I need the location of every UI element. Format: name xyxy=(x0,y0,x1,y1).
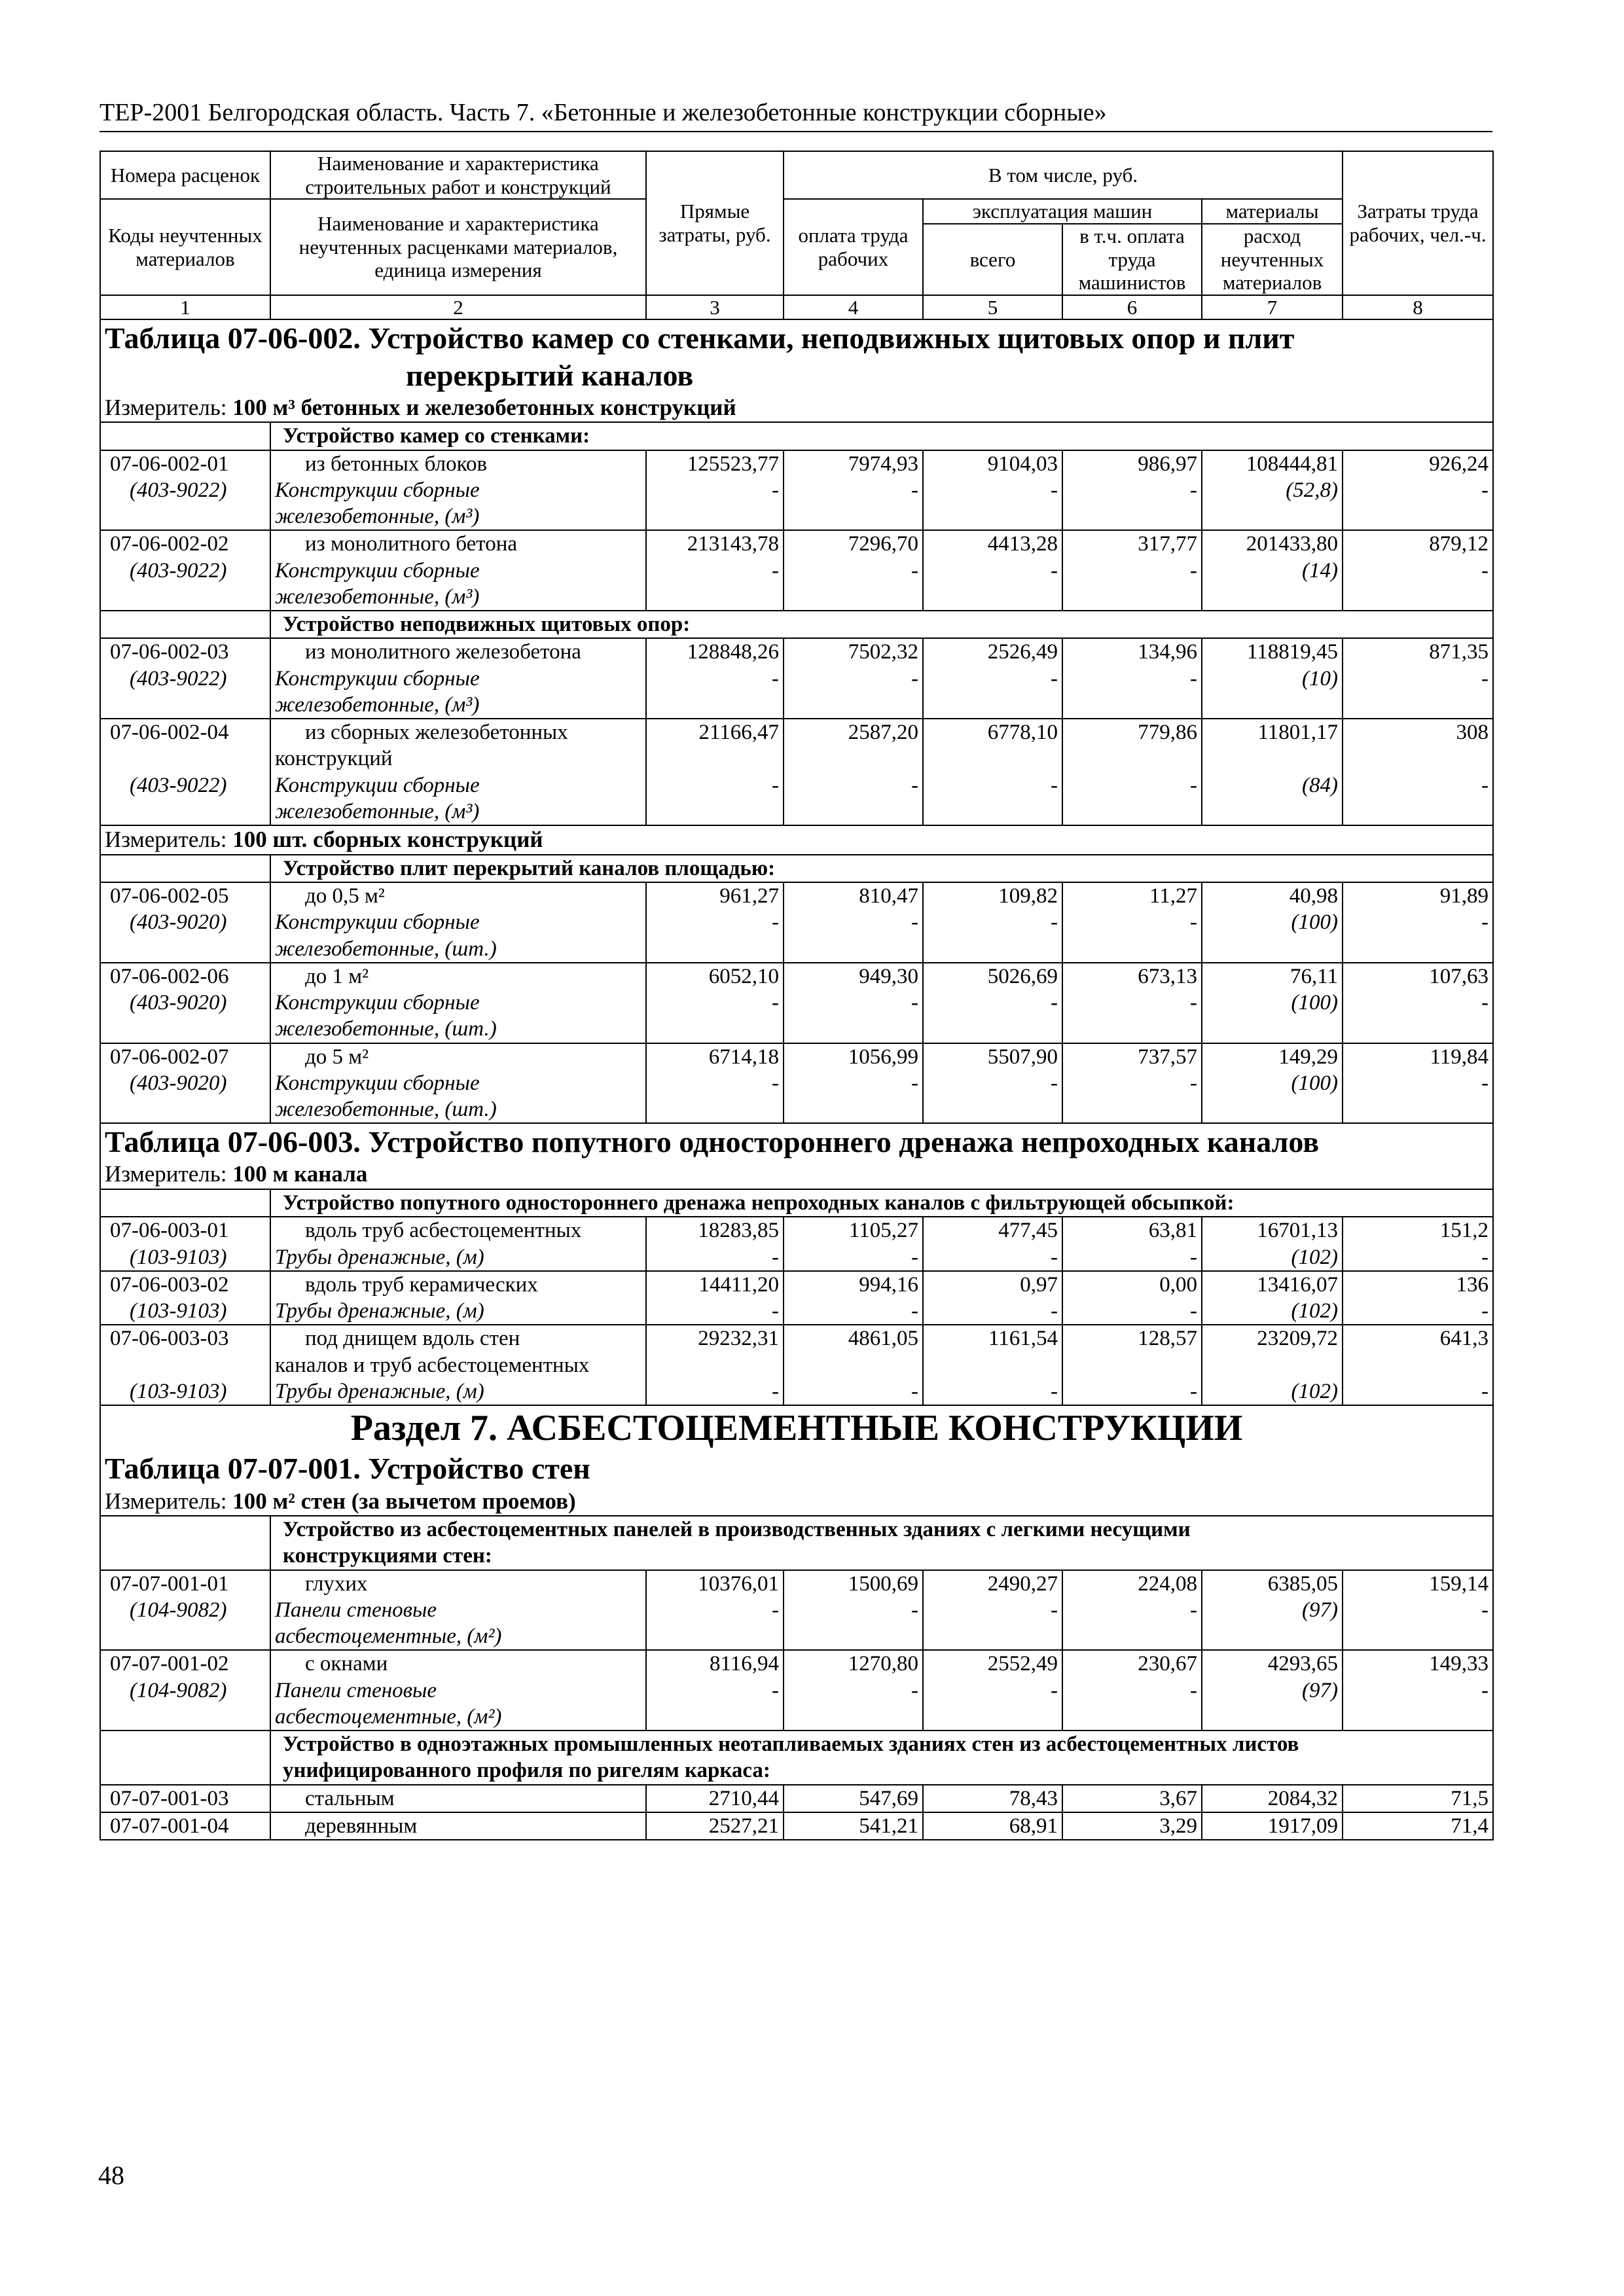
group-title: Устройство камер со стенками: xyxy=(283,424,590,448)
material-value: - xyxy=(772,910,779,935)
rate-code: 07-06-002-01 xyxy=(110,452,229,476)
material-value: - xyxy=(911,991,918,1015)
material-code: (104-9082) xyxy=(130,1598,227,1622)
material-value: - xyxy=(1051,1379,1058,1403)
colnum: 3 xyxy=(646,295,784,320)
group-title: Устройство неподвижных щитовых опор: xyxy=(283,613,691,637)
rate-value: 68,91 xyxy=(1009,1814,1058,1838)
work-name: с окнами xyxy=(305,1652,388,1676)
material-code: (403-9022) xyxy=(130,478,227,502)
material-value: - xyxy=(1051,773,1058,797)
material-value: (100) xyxy=(1291,991,1339,1015)
group-title: Устройство в одноэтажных промышленных неотапливаемых зданиях стен из асбестоцементных листов xyxy=(283,1732,1299,1757)
material-value: - xyxy=(772,773,779,797)
rate-value: 1056,99 xyxy=(848,1045,918,1069)
material-value: - xyxy=(1051,910,1058,935)
rate-value: 6385,05 xyxy=(1267,1571,1339,1596)
material-value: - xyxy=(772,991,779,1015)
measure-row xyxy=(100,1160,1493,1189)
group-title-cont: конструкциями стен: xyxy=(283,1544,492,1568)
measure-value: 100 шт. сборных конструкций xyxy=(232,827,543,853)
work-name: до 0,5 м² xyxy=(305,884,385,908)
rate-value: 3,29 xyxy=(1159,1814,1197,1838)
section-title: Раздел 7. АСБЕСТОЦЕМЕНТНЫЕ КОНСТРУКЦИИ xyxy=(350,1408,1243,1449)
material-name-cont: железобетонные, (м³) xyxy=(275,799,480,823)
material-name-cont: железобетонные, (м³) xyxy=(275,584,480,609)
material-code: (103-9103) xyxy=(130,1245,227,1269)
material-value: (52,8) xyxy=(1286,478,1339,502)
rate-row xyxy=(100,1570,1493,1651)
rate-value: 4861,05 xyxy=(848,1327,918,1351)
work-name: из сборных железобетонных xyxy=(305,721,568,745)
col6-head: в т.ч. оплата труда машинистов xyxy=(1062,224,1202,295)
material-value: - xyxy=(911,1598,918,1622)
rate-row xyxy=(100,719,1493,825)
rate-value: 2587,20 xyxy=(848,721,918,745)
table-title-row xyxy=(100,1123,1493,1160)
measure-label: Измеритель: xyxy=(105,1488,227,1514)
rate-value: 63,81 xyxy=(1148,1219,1197,1243)
group-title: Устройство плит перекрытий каналов площадью: xyxy=(283,856,776,880)
material-value: - xyxy=(911,1678,918,1702)
colnum: 6 xyxy=(1062,295,1202,320)
measure-label: Измеритель: xyxy=(105,827,227,853)
work-name: под днищем вдоль стен xyxy=(305,1327,520,1351)
material-value: - xyxy=(1481,991,1489,1015)
material-value: - xyxy=(772,1678,779,1702)
measure-value: 100 м² стен (за вычетом проемов) xyxy=(232,1488,576,1514)
material-value: - xyxy=(772,1598,779,1622)
material-value: (102) xyxy=(1291,1379,1339,1403)
material-value: - xyxy=(911,910,918,935)
rate-value: 641,3 xyxy=(1439,1327,1489,1351)
material-value: - xyxy=(772,558,779,583)
group-title: Устройство из асбестоцементных панелей в производственных зданиях с легкими несущими xyxy=(283,1518,1191,1542)
material-value: - xyxy=(1190,773,1197,797)
rate-row xyxy=(100,450,1493,531)
material-value: - xyxy=(1051,478,1058,502)
rate-value: 9104,03 xyxy=(987,452,1058,476)
rate-value: 986,97 xyxy=(1138,452,1197,476)
table-title: Таблица 07-06-003. Устройство попутного одностороннего дренажа непроходных каналов xyxy=(105,1125,1320,1159)
rate-value: 128,57 xyxy=(1138,1327,1197,1351)
rate-value: 21166,47 xyxy=(698,721,779,745)
measure-label: Измеритель: xyxy=(105,394,227,420)
rate-row xyxy=(100,1217,1493,1271)
rate-value: 128848,26 xyxy=(687,640,779,664)
material-code: (403-9020) xyxy=(130,1071,227,1095)
material-value: - xyxy=(1481,558,1489,583)
material-value: - xyxy=(1190,991,1197,1015)
col1-bottom: Коды неучтенных материалов xyxy=(100,199,270,295)
rate-value: 136 xyxy=(1456,1272,1489,1297)
material-code: (103-9103) xyxy=(130,1379,227,1403)
rate-value: 149,29 xyxy=(1278,1045,1339,1069)
group-title-cont: унифицированного профиля по ригелям каркаса: xyxy=(283,1759,770,1783)
rate-value: 2526,49 xyxy=(987,640,1058,664)
material-name: Трубы дренажные, (м) xyxy=(275,1245,484,1269)
material-name: Конструкции сборные xyxy=(275,478,480,502)
table-body xyxy=(100,319,1493,1840)
material-name-cont: асбестоцементные, (м²) xyxy=(275,1624,502,1649)
material-value: - xyxy=(1190,1379,1197,1403)
colnum: 5 xyxy=(923,295,1062,320)
measure-value: 100 м³ бетонных и железобетонных конструкций xyxy=(232,394,736,420)
rate-value: 7296,70 xyxy=(848,532,918,556)
measure-row xyxy=(100,1488,1493,1516)
material-value: - xyxy=(911,666,918,691)
rate-value: 118819,45 xyxy=(1247,640,1339,664)
material-value: - xyxy=(1190,1071,1197,1095)
measure-row xyxy=(100,825,1493,855)
material-code: (403-9022) xyxy=(130,773,227,797)
col1-top: Номера расценок xyxy=(100,151,270,199)
table-title-row xyxy=(100,319,1493,393)
rate-row xyxy=(100,1812,1493,1840)
material-value: - xyxy=(1190,910,1197,935)
rate-value: 1105,27 xyxy=(848,1219,918,1243)
work-name: деревянным xyxy=(305,1814,418,1838)
material-name: Конструкции сборные xyxy=(275,666,480,691)
machines-head: эксплуатация машин xyxy=(923,199,1202,224)
col4-head: оплата труда рабочих xyxy=(784,199,923,295)
rate-value: 2490,27 xyxy=(987,1571,1058,1596)
material-value: - xyxy=(1051,1071,1058,1095)
rate-value: 14411,20 xyxy=(698,1272,779,1297)
col8-head: Затраты труда рабочих, чел.-ч. xyxy=(1343,151,1493,295)
table-title-cont: перекрытий каналов xyxy=(406,358,694,392)
material-value: - xyxy=(1190,1678,1197,1702)
rate-value: 0,97 xyxy=(1020,1272,1058,1297)
rate-value: 71,4 xyxy=(1451,1814,1489,1838)
rate-value: 2527,21 xyxy=(708,1814,779,1838)
rate-value: 2552,49 xyxy=(987,1652,1058,1676)
rate-value: 317,77 xyxy=(1138,532,1197,556)
material-value: - xyxy=(1190,1598,1197,1622)
work-name: из монолитного железобетона xyxy=(305,640,581,664)
material-name-cont: железобетонные, (шт.) xyxy=(275,937,497,961)
rate-value: 5026,69 xyxy=(987,964,1058,988)
material-name: Конструкции сборные xyxy=(275,773,480,797)
rate-value: 159,14 xyxy=(1429,1571,1489,1596)
material-value: - xyxy=(1481,910,1489,935)
material-value: - xyxy=(1481,1245,1489,1269)
rate-row xyxy=(100,1271,1493,1325)
material-value: - xyxy=(1190,478,1197,502)
rate-code: 07-06-003-03 xyxy=(110,1327,229,1351)
material-code: (103-9103) xyxy=(130,1299,227,1323)
col2-bottom: Наименование и характеристика неучтенных расценками материалов, единица измерения xyxy=(270,199,646,295)
rate-code: 07-06-002-04 xyxy=(110,721,229,745)
colnum: 8 xyxy=(1343,295,1493,320)
material-value: - xyxy=(1190,666,1197,691)
rate-code: 07-06-002-03 xyxy=(110,640,229,664)
rate-value: 16701,13 xyxy=(1257,1219,1339,1243)
rate-value: 11801,17 xyxy=(1257,721,1339,745)
rate-value: 4293,65 xyxy=(1267,1652,1339,1676)
work-name: глухих xyxy=(305,1571,368,1596)
material-value: (10) xyxy=(1302,666,1339,691)
rate-value: 737,57 xyxy=(1138,1045,1197,1069)
rate-code: 07-07-001-02 xyxy=(110,1652,229,1676)
rate-value: 107,63 xyxy=(1429,964,1489,988)
group-row xyxy=(100,1189,1493,1217)
material-value: - xyxy=(1481,1598,1489,1622)
incl-head: В том числе, руб. xyxy=(784,151,1343,199)
rate-value: 40,98 xyxy=(1289,884,1339,908)
rate-value: 810,47 xyxy=(859,884,918,908)
material-value: - xyxy=(911,1245,918,1269)
rate-value: 230,67 xyxy=(1138,1652,1197,1676)
rate-value: 109,82 xyxy=(998,884,1058,908)
material-value: (100) xyxy=(1291,910,1339,935)
material-name: Панели стеновые xyxy=(275,1678,437,1702)
rate-value: 0,00 xyxy=(1159,1272,1197,1297)
rate-value: 5507,90 xyxy=(987,1045,1058,1069)
material-value: - xyxy=(1190,1299,1197,1323)
rate-value: 779,86 xyxy=(1138,721,1197,745)
material-name-cont: железобетонные, (м³) xyxy=(275,505,480,529)
rate-value: 2710,44 xyxy=(708,1786,779,1810)
rate-value: 76,11 xyxy=(1290,964,1339,988)
material-code: (403-9022) xyxy=(130,666,227,691)
material-value: - xyxy=(1051,666,1058,691)
table-header xyxy=(100,151,1493,319)
rate-value: 1500,69 xyxy=(848,1571,918,1596)
rate-code: 07-07-001-03 xyxy=(110,1786,229,1810)
rate-value: 6778,10 xyxy=(987,721,1058,745)
material-value: - xyxy=(772,1245,779,1269)
work-name: вдоль труб керамических xyxy=(305,1272,538,1297)
colnum: 1 xyxy=(100,295,270,320)
material-value: (97) xyxy=(1302,1678,1339,1702)
rate-value: 134,96 xyxy=(1138,640,1197,664)
rate-value: 4413,28 xyxy=(987,532,1058,556)
rate-code: 07-07-001-04 xyxy=(110,1814,229,1838)
rate-value: 224,08 xyxy=(1138,1571,1197,1596)
rate-value: 29232,31 xyxy=(698,1327,779,1351)
material-value: - xyxy=(911,1299,918,1323)
rate-value: 7974,93 xyxy=(848,452,918,476)
work-name: до 5 м² xyxy=(305,1045,369,1069)
rate-value: 108444,81 xyxy=(1246,452,1339,476)
rate-value: 125523,77 xyxy=(687,452,779,476)
material-name: Конструкции сборные xyxy=(275,991,480,1015)
rate-row xyxy=(100,1043,1493,1124)
colnum: 2 xyxy=(270,295,646,320)
material-name: Панели стеновые xyxy=(275,1598,437,1622)
colnum: 4 xyxy=(784,295,923,320)
rate-value: 673,13 xyxy=(1138,964,1197,988)
material-value: - xyxy=(1190,558,1197,583)
rate-code: 07-06-002-05 xyxy=(110,884,229,908)
material-value: - xyxy=(772,666,779,691)
material-value: (84) xyxy=(1302,773,1339,797)
rate-value: 119,84 xyxy=(1430,1045,1489,1069)
rate-value: 213143,78 xyxy=(687,532,779,556)
rate-row xyxy=(100,963,1493,1043)
material-code: (403-9022) xyxy=(130,558,227,583)
material-value: (102) xyxy=(1291,1245,1339,1269)
rate-code: 07-06-003-01 xyxy=(110,1219,229,1243)
work-name-cont: каналов и труб асбестоцементных xyxy=(275,1353,590,1377)
material-value: - xyxy=(772,1379,779,1403)
work-name-cont: конструкций xyxy=(275,747,393,771)
table-title: Таблица 07-07-001. Устройство стен xyxy=(105,1452,590,1486)
material-name: Конструкции сборные xyxy=(275,1071,480,1095)
material-value: - xyxy=(1481,1071,1489,1095)
section-title-row xyxy=(100,1405,1493,1450)
rate-value: 994,16 xyxy=(859,1272,918,1297)
group-row xyxy=(100,611,1493,638)
material-value: - xyxy=(1481,1379,1489,1403)
rate-value: 11,27 xyxy=(1149,884,1197,908)
rate-value: 149,33 xyxy=(1429,1652,1489,1676)
material-value: - xyxy=(911,773,918,797)
group-row xyxy=(100,1516,1493,1570)
material-value: - xyxy=(1051,1245,1058,1269)
material-code: (104-9082) xyxy=(130,1678,227,1702)
rate-value: 8116,94 xyxy=(709,1652,779,1676)
group-row xyxy=(100,422,1493,450)
group-row xyxy=(100,1731,1493,1785)
rate-value: 949,30 xyxy=(859,964,918,988)
material-value: - xyxy=(1051,991,1058,1015)
material-value: - xyxy=(911,478,918,502)
rate-value: 78,43 xyxy=(1009,1786,1058,1810)
material-value: - xyxy=(1051,558,1058,583)
rate-value: 3,67 xyxy=(1159,1786,1197,1810)
material-value: - xyxy=(1481,1678,1489,1702)
material-value: - xyxy=(911,1379,918,1403)
material-value: - xyxy=(1481,773,1489,797)
table-title-row xyxy=(100,1450,1493,1487)
work-name: стальным xyxy=(305,1786,395,1810)
work-name: до 1 м² xyxy=(305,964,369,988)
material-name: Трубы дренажные, (м) xyxy=(275,1379,484,1403)
rate-code: 07-07-001-01 xyxy=(110,1571,229,1596)
material-name-cont: железобетонные, (шт.) xyxy=(275,1017,497,1041)
rate-value: 871,35 xyxy=(1429,640,1489,664)
measure-label: Измеритель: xyxy=(105,1161,227,1187)
material-value: - xyxy=(1481,666,1489,691)
rate-value: 6714,18 xyxy=(708,1045,779,1069)
material-value: (102) xyxy=(1291,1299,1339,1323)
work-name: вдоль труб асбестоцементных xyxy=(305,1219,582,1243)
material-value: (97) xyxy=(1302,1598,1339,1622)
material-name-cont: железобетонные, (м³) xyxy=(275,692,480,717)
col7-head: расход неучтенных материалов xyxy=(1202,224,1343,295)
col2-top: Наименование и характеристика строительных работ и конструкций xyxy=(270,151,646,199)
rate-value: 13416,07 xyxy=(1257,1272,1339,1297)
rate-row xyxy=(100,1650,1493,1731)
material-value: - xyxy=(1051,1598,1058,1622)
rate-row xyxy=(100,638,1493,719)
rate-row xyxy=(100,882,1493,963)
material-value: - xyxy=(772,1299,779,1323)
material-code: (403-9020) xyxy=(130,991,227,1015)
rate-value: 201433,80 xyxy=(1246,532,1339,556)
rate-value: 547,69 xyxy=(859,1786,918,1810)
rate-row xyxy=(100,1785,1493,1812)
work-name: из монолитного бетона xyxy=(305,532,518,556)
material-name-cont: железобетонные, (шт.) xyxy=(275,1098,497,1122)
rate-value: 1917,09 xyxy=(1267,1814,1339,1838)
rate-value: 961,27 xyxy=(719,884,779,908)
material-name: Конструкции сборные xyxy=(275,558,480,583)
rate-value: 23209,72 xyxy=(1257,1327,1339,1351)
table-title: Таблица 07-06-002. Устройство камер со стенками, неподвижных щитовых опор и плит xyxy=(105,321,1295,355)
material-value: - xyxy=(1481,1299,1489,1323)
col5-head: всего xyxy=(923,224,1062,295)
work-name: из бетонных блоков xyxy=(305,452,488,476)
rate-row xyxy=(100,1325,1493,1405)
rate-code: 07-06-002-07 xyxy=(110,1045,229,1069)
rate-value: 10376,01 xyxy=(698,1571,779,1596)
col3-head: Прямые затраты, руб. xyxy=(646,151,784,295)
material-value: - xyxy=(1051,1678,1058,1702)
material-value: - xyxy=(772,478,779,502)
material-value: - xyxy=(911,558,918,583)
material-value: (100) xyxy=(1291,1071,1339,1095)
rate-value: 151,2 xyxy=(1439,1219,1489,1243)
material-value: - xyxy=(1051,1299,1058,1323)
rate-value: 879,12 xyxy=(1429,532,1489,556)
material-value: (14) xyxy=(1302,558,1339,583)
material-name: Трубы дренажные, (м) xyxy=(275,1299,484,1323)
rate-value: 308 xyxy=(1456,721,1489,745)
rate-value: 7502,32 xyxy=(848,640,918,664)
material-name: Конструкции сборные xyxy=(275,910,480,935)
rate-code: 07-06-002-06 xyxy=(110,964,229,988)
rate-row xyxy=(100,530,1493,611)
material-value: - xyxy=(1481,478,1489,502)
rate-value: 6052,10 xyxy=(708,964,779,988)
rate-value: 91,89 xyxy=(1439,884,1489,908)
running-title: ТЕР-2001 Белгородская область. Часть 7. «Бетонные и железобетонные конструкции сборные» xyxy=(99,98,1492,132)
column-numbers xyxy=(100,295,1493,320)
colnum: 7 xyxy=(1202,295,1343,320)
rate-value: 1161,54 xyxy=(988,1327,1058,1351)
material-value: - xyxy=(1190,1245,1197,1269)
material-value: - xyxy=(911,1071,918,1095)
rate-code: 07-06-003-02 xyxy=(110,1272,229,1297)
measure-value: 100 м канала xyxy=(232,1161,368,1187)
materials-head: материалы xyxy=(1202,199,1343,224)
rate-value: 1270,80 xyxy=(848,1652,918,1676)
rate-code: 07-06-002-02 xyxy=(110,532,229,556)
rate-value: 477,45 xyxy=(998,1219,1058,1243)
rate-value: 541,21 xyxy=(859,1814,918,1838)
measure-row xyxy=(100,394,1493,423)
rate-value: 926,24 xyxy=(1429,452,1489,476)
document-page xyxy=(99,98,1492,1840)
material-name-cont: асбестоцементные, (м²) xyxy=(275,1704,502,1729)
rate-value: 71,5 xyxy=(1451,1786,1489,1810)
group-row xyxy=(100,855,1493,882)
material-code: (403-9020) xyxy=(130,910,227,935)
rate-value: 18283,85 xyxy=(698,1219,779,1243)
rate-value: 2084,32 xyxy=(1267,1786,1339,1810)
material-value: - xyxy=(772,1071,779,1095)
group-title: Устройство попутного одностороннего дренажа непроходных каналов с фильтрующей обсыпкой: xyxy=(283,1191,1235,1215)
rates-table xyxy=(99,151,1494,1840)
page-number: 48 xyxy=(98,2161,124,2190)
